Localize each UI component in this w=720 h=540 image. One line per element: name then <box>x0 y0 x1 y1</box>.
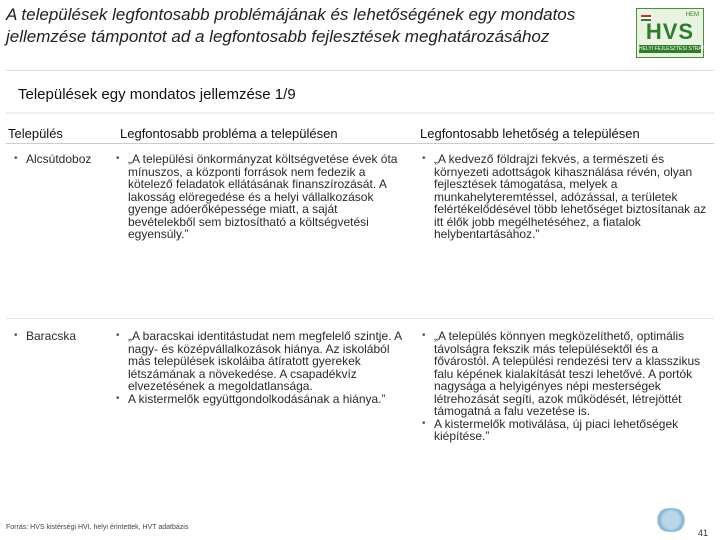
column-header-problem: Legfontosabb probléma a településen <box>120 126 338 141</box>
section-subtitle: Települések egy mondatos jellemzése 1/9 <box>18 86 296 103</box>
logo-small-text: HEM <box>685 12 699 18</box>
problem-bullet: • A kistermelők együttgondolkodásának a hiánya.” <box>114 393 406 406</box>
settlement-name: • Alcsútdoboz <box>12 153 112 166</box>
opportunity-bullet: • „A kedvező földrajzi fekvés, a természeti és környezeti adottságok kihasználása révén, olyan fejlesztések támogatása, melyek a munkahelyteremtéssel, adózással, a területek felértékelődésével több lehetőséget biztosítanak az itt élők jobb megélhetéséhez, a fiatalok helybentartásához.” <box>420 153 710 241</box>
opportunity-bullet: • „A település könnyen megközelíthető, optimális távolságra fekszik más településektől és a fővárostól. A települési rendezési terv a klasszikus falu képének kialakítását teszi lehetővé. A portók nagysága a helyigényes népi mesterségek létrehozását segíti, azok működését, létrejöttét támogatná a falu vezetése is. <box>420 330 710 418</box>
slide-title-line-2: jellemzése támpontot ad a legfontosabb fejlesztések meghatározásához <box>6 27 550 46</box>
footer-logo-icon <box>654 508 688 532</box>
table-row-1-problem <box>114 153 406 241</box>
hvs-logo <box>636 8 717 58</box>
problem-bullet: • „A baracskai identitástudat nem megfelelő szintje. A nagy- és középvállalkozások hiánya. Az iskolából más települések iskoláiba átíratott gyerekek létszámának a növekedése. A csapadékvíz elvezetésének a megoldatlansága. <box>114 330 406 393</box>
table-row-2-problem <box>114 330 406 405</box>
opportunity-bullet: • A kistermelők motiválása, új piaci lehetőségek kiépítése.” <box>420 418 710 443</box>
column-header-opportunity: Legfontosabb lehetőség a településen <box>420 126 640 141</box>
page-number: 41 <box>698 528 709 538</box>
table-row-1-settlement <box>12 153 112 166</box>
header-divider <box>6 70 714 71</box>
table-row-2-opportunity <box>420 330 710 443</box>
problem-bullet: • „A települési önkormányzat költségvetése évek óta mínuszos, a központi források nem fedezik a kötelező feladatok ellátásának finanszírozását. A lakosság elöregedése és a helyi vállalkozások gyenge adóerőképessége miatt, a saját bevételekből sem biztosítható a költségvetési egyensúly.” <box>114 153 406 241</box>
table-row-2-settlement <box>12 330 112 343</box>
logo-brand: HVS <box>645 19 695 44</box>
column-header-settlement: Település <box>8 126 63 141</box>
table-row-1-opportunity <box>420 153 710 241</box>
settlement-name: • Baracska <box>12 330 112 343</box>
slide-title-line-1: A települések legfontosabb problémájának és lehetőségének egy mondatos <box>6 5 576 24</box>
table-header-divider <box>6 143 714 144</box>
logo-tagline: HELYI FEJLESZTÉSI STRATÉGIA <box>639 46 717 52</box>
source-note: Forrás: HVS kistérségi HVI, helyi érintettek, HVT adatbázis <box>6 524 189 531</box>
subtitle-divider <box>6 112 714 114</box>
table-row-divider <box>6 318 714 319</box>
slide-title <box>6 4 606 48</box>
